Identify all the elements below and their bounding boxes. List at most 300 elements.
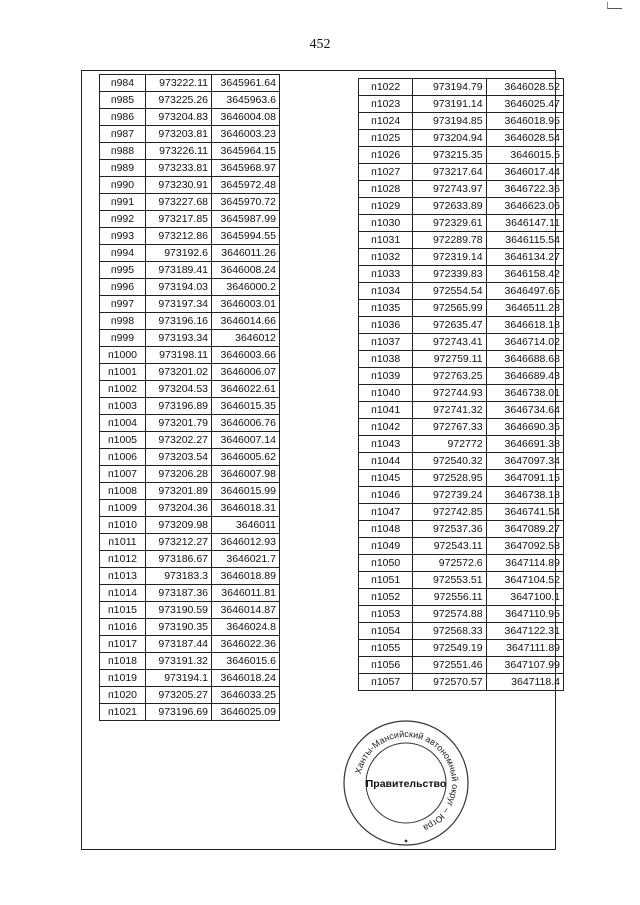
coord-x-cell: 973203.54 bbox=[146, 449, 212, 466]
table-row bbox=[359, 334, 564, 351]
coord-y-cell: 3645963.6 bbox=[212, 92, 280, 109]
coord-x-cell: 972551.46 bbox=[413, 657, 486, 674]
table-row bbox=[359, 521, 564, 538]
point-id-cell: п993 bbox=[100, 228, 146, 245]
coord-x-cell: 972528.95 bbox=[413, 470, 486, 487]
point-id-cell: п1027 bbox=[359, 164, 413, 181]
table-row bbox=[359, 79, 564, 96]
point-id-cell: п1013 bbox=[100, 568, 146, 585]
table-row bbox=[359, 538, 564, 555]
point-id-cell: п984 bbox=[100, 75, 146, 92]
point-id-cell: п991 bbox=[100, 194, 146, 211]
coord-x-cell: 973186.67 bbox=[146, 551, 212, 568]
coord-x-cell: 972339.83 bbox=[413, 266, 486, 283]
table-row bbox=[359, 487, 564, 504]
table-row bbox=[359, 266, 564, 283]
point-id-cell: п1056 bbox=[359, 657, 413, 674]
coord-x-cell: 973183.3 bbox=[146, 568, 212, 585]
point-id-cell: п1014 bbox=[100, 585, 146, 602]
coord-x-cell: 973194.85 bbox=[413, 113, 486, 130]
table-row bbox=[100, 398, 280, 415]
point-id-cell: п1037 bbox=[359, 334, 413, 351]
coord-y-cell: 3646497.65 bbox=[486, 283, 563, 300]
coord-x-cell: 972537.36 bbox=[413, 521, 486, 538]
point-id-cell: п1055 bbox=[359, 640, 413, 657]
point-id-cell: п1026 bbox=[359, 147, 413, 164]
point-id-cell: п1041 bbox=[359, 402, 413, 419]
table-row bbox=[359, 249, 564, 266]
coord-y-cell: 3646017.44 bbox=[486, 164, 563, 181]
table-row bbox=[359, 623, 564, 640]
coord-y-cell: 3647104.52 bbox=[486, 572, 563, 589]
coord-y-cell: 3646003.01 bbox=[212, 296, 280, 313]
coord-x-cell: 973187.36 bbox=[146, 585, 212, 602]
coord-x-cell: 972743.41 bbox=[413, 334, 486, 351]
coord-x-cell: 972565.99 bbox=[413, 300, 486, 317]
table-row bbox=[359, 504, 564, 521]
coord-y-cell: 3646015.6 bbox=[212, 653, 280, 670]
coord-x-cell: 973196.69 bbox=[146, 704, 212, 721]
point-id-cell: п1045 bbox=[359, 470, 413, 487]
coord-y-cell: 3646618.18 bbox=[486, 317, 563, 334]
coord-y-cell: 3646025.09 bbox=[212, 704, 280, 721]
coord-y-cell: 3646147.11 bbox=[486, 215, 563, 232]
point-id-cell: п1044 bbox=[359, 453, 413, 470]
coord-y-cell: 3646007.14 bbox=[212, 432, 280, 449]
point-id-cell: п1028 bbox=[359, 181, 413, 198]
coord-y-cell: 3646012 bbox=[212, 330, 280, 347]
table-row bbox=[100, 126, 280, 143]
coord-y-cell: 3647114.89 bbox=[486, 555, 563, 572]
coord-y-cell: 3646014.87 bbox=[212, 602, 280, 619]
table-row bbox=[100, 534, 280, 551]
coord-x-cell: 972549.19 bbox=[413, 640, 486, 657]
coord-y-cell: 3645961.64 bbox=[212, 75, 280, 92]
point-id-cell: п1032 bbox=[359, 249, 413, 266]
scan-edge-mark bbox=[607, 2, 622, 9]
coord-y-cell: 3647100.1 bbox=[486, 589, 563, 606]
table-row bbox=[100, 483, 280, 500]
coord-x-cell: 973217.64 bbox=[413, 164, 486, 181]
coord-y-cell: 3646738.18 bbox=[486, 487, 563, 504]
coord-x-cell: 972763.25 bbox=[413, 368, 486, 385]
table-row bbox=[359, 419, 564, 436]
table-row bbox=[359, 215, 564, 232]
point-id-cell: п1054 bbox=[359, 623, 413, 640]
point-id-cell: п1009 bbox=[100, 500, 146, 517]
coord-x-cell: 972574.88 bbox=[413, 606, 486, 623]
point-id-cell: п995 bbox=[100, 262, 146, 279]
coord-x-cell: 973194.79 bbox=[413, 79, 486, 96]
table-row bbox=[100, 381, 280, 398]
table-row bbox=[100, 160, 280, 177]
coord-x-cell: 973202.27 bbox=[146, 432, 212, 449]
coord-x-cell: 973222.11 bbox=[146, 75, 212, 92]
coord-x-cell: 973215.35 bbox=[413, 147, 486, 164]
coord-y-cell: 3645970.72 bbox=[212, 194, 280, 211]
coord-y-cell: 3646011 bbox=[212, 517, 280, 534]
point-id-cell: п1053 bbox=[359, 606, 413, 623]
coord-y-cell: 3645964.15 bbox=[212, 143, 280, 160]
coord-x-cell: 973193.34 bbox=[146, 330, 212, 347]
coord-x-cell: 972742.85 bbox=[413, 504, 486, 521]
coord-x-cell: 972743.97 bbox=[413, 181, 486, 198]
seal-dot bbox=[405, 840, 408, 843]
coord-y-cell: 3646022.36 bbox=[212, 636, 280, 653]
coord-y-cell: 3647091.15 bbox=[486, 470, 563, 487]
table-row bbox=[359, 164, 564, 181]
coord-x-cell: 973204.83 bbox=[146, 109, 212, 126]
table-row bbox=[100, 296, 280, 313]
point-id-cell: п1021 bbox=[100, 704, 146, 721]
coord-y-cell: 3646018.31 bbox=[212, 500, 280, 517]
coord-x-cell: 972553.51 bbox=[413, 572, 486, 589]
point-id-cell: п1039 bbox=[359, 368, 413, 385]
table-row bbox=[100, 636, 280, 653]
coord-y-cell: 3646722.36 bbox=[486, 181, 563, 198]
coord-x-cell: 972741.32 bbox=[413, 402, 486, 419]
coord-y-cell: 3646007.98 bbox=[212, 466, 280, 483]
coord-y-cell: 3645972.48 bbox=[212, 177, 280, 194]
table-row bbox=[100, 364, 280, 381]
coord-y-cell: 3646689.43 bbox=[486, 368, 563, 385]
coord-x-cell: 972319.14 bbox=[413, 249, 486, 266]
point-id-cell: п998 bbox=[100, 313, 146, 330]
table-row bbox=[359, 674, 564, 691]
point-id-cell: п1018 bbox=[100, 653, 146, 670]
coord-x-cell: 973230.91 bbox=[146, 177, 212, 194]
coord-y-cell: 3646015.99 bbox=[212, 483, 280, 500]
point-id-cell: п1025 bbox=[359, 130, 413, 147]
point-id-cell: п1033 bbox=[359, 266, 413, 283]
page-number: 452 bbox=[309, 37, 331, 52]
table-row bbox=[359, 113, 564, 130]
table-row bbox=[100, 313, 280, 330]
coord-x-cell: 973190.35 bbox=[146, 619, 212, 636]
table-row bbox=[100, 551, 280, 568]
table-row bbox=[100, 568, 280, 585]
table-row bbox=[359, 130, 564, 147]
point-id-cell: п1023 bbox=[359, 96, 413, 113]
point-id-cell: п1012 bbox=[100, 551, 146, 568]
coord-x-cell: 973205.27 bbox=[146, 687, 212, 704]
point-id-cell: п1050 bbox=[359, 555, 413, 572]
point-id-cell: п1043 bbox=[359, 436, 413, 453]
point-id-cell: п994 bbox=[100, 245, 146, 262]
table-row bbox=[359, 147, 564, 164]
coord-x-cell: 972540.32 bbox=[413, 453, 486, 470]
point-id-cell: п985 bbox=[100, 92, 146, 109]
coord-y-cell: 3646018.95 bbox=[486, 113, 563, 130]
point-id-cell: п1040 bbox=[359, 385, 413, 402]
coord-y-cell: 3646741.54 bbox=[486, 504, 563, 521]
coord-x-cell: 973204.94 bbox=[413, 130, 486, 147]
point-id-cell: п1001 bbox=[100, 364, 146, 381]
table-row bbox=[100, 517, 280, 534]
point-id-cell: п997 bbox=[100, 296, 146, 313]
table-row bbox=[100, 602, 280, 619]
table-row bbox=[359, 640, 564, 657]
coord-y-cell: 3647111.89 bbox=[486, 640, 563, 657]
coord-x-cell: 973194.1 bbox=[146, 670, 212, 687]
table-row bbox=[359, 368, 564, 385]
coord-y-cell: 3646024.8 bbox=[212, 619, 280, 636]
coord-x-cell: 973225.26 bbox=[146, 92, 212, 109]
point-id-cell: п1042 bbox=[359, 419, 413, 436]
point-id-cell: п1057 bbox=[359, 674, 413, 691]
coord-x-cell: 973203.81 bbox=[146, 126, 212, 143]
coord-x-cell: 972570.57 bbox=[413, 674, 486, 691]
coord-y-cell: 3646018.24 bbox=[212, 670, 280, 687]
point-id-cell: п996 bbox=[100, 279, 146, 296]
table-row bbox=[100, 670, 280, 687]
table-row bbox=[359, 453, 564, 470]
coord-y-cell: 3646134.27 bbox=[486, 249, 563, 266]
coord-x-cell: 973209.98 bbox=[146, 517, 212, 534]
coord-y-cell: 3646028.52 bbox=[486, 79, 563, 96]
coord-x-cell: 973187.44 bbox=[146, 636, 212, 653]
coord-x-cell: 972767.33 bbox=[413, 419, 486, 436]
table-row bbox=[100, 347, 280, 364]
table-row bbox=[100, 177, 280, 194]
table-row bbox=[359, 385, 564, 402]
point-id-cell: п1004 bbox=[100, 415, 146, 432]
table-row bbox=[100, 432, 280, 449]
point-id-cell: п1011 bbox=[100, 534, 146, 551]
coord-y-cell: 3647122.31 bbox=[486, 623, 563, 640]
coord-x-cell: 972568.33 bbox=[413, 623, 486, 640]
coord-y-cell: 3646158.42 bbox=[486, 266, 563, 283]
coord-y-cell: 3646033.25 bbox=[212, 687, 280, 704]
coord-y-cell: 3647097.34 bbox=[486, 453, 563, 470]
coord-x-cell: 972739.24 bbox=[413, 487, 486, 504]
point-id-cell: п1047 bbox=[359, 504, 413, 521]
coord-y-cell: 3646006.07 bbox=[212, 364, 280, 381]
coord-x-cell: 973197.34 bbox=[146, 296, 212, 313]
table-row bbox=[359, 572, 564, 589]
point-id-cell: п1049 bbox=[359, 538, 413, 555]
point-id-cell: п989 bbox=[100, 160, 146, 177]
table-row bbox=[359, 657, 564, 674]
coord-y-cell: 3646011.26 bbox=[212, 245, 280, 262]
point-id-cell: п1031 bbox=[359, 232, 413, 249]
coord-x-cell: 973201.89 bbox=[146, 483, 212, 500]
coord-y-cell: 3646008.24 bbox=[212, 262, 280, 279]
point-id-cell: п1008 bbox=[100, 483, 146, 500]
coord-y-cell: 3646018.89 bbox=[212, 568, 280, 585]
table-row bbox=[359, 589, 564, 606]
coord-y-cell: 3646012.93 bbox=[212, 534, 280, 551]
coord-y-cell: 3646714.02 bbox=[486, 334, 563, 351]
coord-y-cell: 3646022.61 bbox=[212, 381, 280, 398]
table-row bbox=[359, 606, 564, 623]
table-row bbox=[359, 198, 564, 215]
table-row bbox=[100, 500, 280, 517]
coord-x-cell: 973212.86 bbox=[146, 228, 212, 245]
table-row bbox=[100, 704, 280, 721]
seal-ring-text: Ханты-Мансийский автономный округ – Югра bbox=[352, 728, 461, 834]
table-row bbox=[100, 466, 280, 483]
coord-x-cell: 972543.11 bbox=[413, 538, 486, 555]
point-id-cell: п1006 bbox=[100, 449, 146, 466]
point-id-cell: п1010 bbox=[100, 517, 146, 534]
coord-y-cell: 3647107.99 bbox=[486, 657, 563, 674]
coord-y-cell: 3646021.7 bbox=[212, 551, 280, 568]
coord-y-cell: 3645968.97 bbox=[212, 160, 280, 177]
coord-x-cell: 972572.6 bbox=[413, 555, 486, 572]
point-id-cell: п1036 bbox=[359, 317, 413, 334]
table-row bbox=[359, 181, 564, 198]
coord-x-cell: 973226.11 bbox=[146, 143, 212, 160]
point-id-cell: п1019 bbox=[100, 670, 146, 687]
coord-y-cell: 3646028.54 bbox=[486, 130, 563, 147]
table-row bbox=[100, 449, 280, 466]
coord-y-cell: 3647118.4 bbox=[486, 674, 563, 691]
table-row bbox=[100, 211, 280, 228]
coord-x-cell: 972633.89 bbox=[413, 198, 486, 215]
point-id-cell: п1034 bbox=[359, 283, 413, 300]
point-id-cell: п1005 bbox=[100, 432, 146, 449]
table-row bbox=[359, 96, 564, 113]
coordinates-table-right bbox=[358, 78, 564, 691]
coord-x-cell: 972554.54 bbox=[413, 283, 486, 300]
point-id-cell: п1017 bbox=[100, 636, 146, 653]
table-row bbox=[100, 245, 280, 262]
point-id-cell: п1022 bbox=[359, 79, 413, 96]
point-id-cell: п1029 bbox=[359, 198, 413, 215]
coord-x-cell: 973233.81 bbox=[146, 160, 212, 177]
table-row bbox=[100, 75, 280, 92]
coord-x-cell: 973212.27 bbox=[146, 534, 212, 551]
coord-x-cell: 973191.14 bbox=[413, 96, 486, 113]
point-id-cell: п1015 bbox=[100, 602, 146, 619]
coord-x-cell: 972289.78 bbox=[413, 232, 486, 249]
point-id-cell: п1046 bbox=[359, 487, 413, 504]
coord-x-cell: 973191.32 bbox=[146, 653, 212, 670]
point-id-cell: п1051 bbox=[359, 572, 413, 589]
table-row bbox=[100, 279, 280, 296]
coord-y-cell: 3646115.54 bbox=[486, 232, 563, 249]
table-row bbox=[100, 143, 280, 160]
coord-x-cell: 973201.79 bbox=[146, 415, 212, 432]
point-id-cell: п990 bbox=[100, 177, 146, 194]
point-id-cell: п1052 bbox=[359, 589, 413, 606]
point-id-cell: п1002 bbox=[100, 381, 146, 398]
point-id-cell: п1030 bbox=[359, 215, 413, 232]
table-row bbox=[100, 687, 280, 704]
coord-x-cell: 973204.36 bbox=[146, 500, 212, 517]
coord-y-cell: 3646000.2 bbox=[212, 279, 280, 296]
point-id-cell: п1003 bbox=[100, 398, 146, 415]
coord-x-cell: 972635.47 bbox=[413, 317, 486, 334]
point-id-cell: п1035 bbox=[359, 300, 413, 317]
coord-y-cell: 3646738.01 bbox=[486, 385, 563, 402]
coord-y-cell: 3646015.35 bbox=[212, 398, 280, 415]
table-row bbox=[359, 283, 564, 300]
point-id-cell: п1048 bbox=[359, 521, 413, 538]
coord-x-cell: 973190.59 bbox=[146, 602, 212, 619]
point-id-cell: п1000 bbox=[100, 347, 146, 364]
coord-x-cell: 972772 bbox=[413, 436, 486, 453]
coord-y-cell: 3647092.58 bbox=[486, 538, 563, 555]
coord-y-cell: 3646004.08 bbox=[212, 109, 280, 126]
point-id-cell: п1007 bbox=[100, 466, 146, 483]
coord-y-cell: 3646003.23 bbox=[212, 126, 280, 143]
coord-x-cell: 973192.6 bbox=[146, 245, 212, 262]
coord-y-cell: 3646734.64 bbox=[486, 402, 563, 419]
coord-x-cell: 972329.61 bbox=[413, 215, 486, 232]
coord-x-cell: 972556.11 bbox=[413, 589, 486, 606]
coord-x-cell: 972759.11 bbox=[413, 351, 486, 368]
coord-y-cell: 3646623.06 bbox=[486, 198, 563, 215]
coord-y-cell: 3646006.76 bbox=[212, 415, 280, 432]
table-row bbox=[100, 415, 280, 432]
coord-y-cell: 3646005.62 bbox=[212, 449, 280, 466]
coord-y-cell: 3646025.47 bbox=[486, 96, 563, 113]
coord-y-cell: 3646691.38 bbox=[486, 436, 563, 453]
coord-x-cell: 973227.68 bbox=[146, 194, 212, 211]
official-seal-stamp bbox=[341, 718, 471, 848]
table-row bbox=[100, 109, 280, 126]
table-row bbox=[100, 619, 280, 636]
table-row bbox=[359, 300, 564, 317]
table-row bbox=[359, 232, 564, 249]
table-row bbox=[100, 653, 280, 670]
coord-x-cell: 973206.28 bbox=[146, 466, 212, 483]
point-id-cell: п992 bbox=[100, 211, 146, 228]
point-id-cell: п1038 bbox=[359, 351, 413, 368]
point-id-cell: п1020 bbox=[100, 687, 146, 704]
coord-y-cell: 3646014.66 bbox=[212, 313, 280, 330]
coord-x-cell: 973217.85 bbox=[146, 211, 212, 228]
coord-x-cell: 973201.02 bbox=[146, 364, 212, 381]
table-row bbox=[100, 330, 280, 347]
table-row bbox=[359, 317, 564, 334]
coord-y-cell: 3647089.27 bbox=[486, 521, 563, 538]
coord-y-cell: 3645994.55 bbox=[212, 228, 280, 245]
table-row bbox=[100, 92, 280, 109]
table-row bbox=[100, 262, 280, 279]
point-id-cell: п988 bbox=[100, 143, 146, 160]
coord-x-cell: 973204.53 bbox=[146, 381, 212, 398]
point-id-cell: п987 bbox=[100, 126, 146, 143]
coordinates-table-left bbox=[99, 74, 280, 721]
coord-x-cell: 973196.16 bbox=[146, 313, 212, 330]
point-id-cell: п1016 bbox=[100, 619, 146, 636]
coord-y-cell: 3646011.81 bbox=[212, 585, 280, 602]
coord-x-cell: 973189.41 bbox=[146, 262, 212, 279]
table-row bbox=[359, 555, 564, 572]
table-row bbox=[359, 470, 564, 487]
coord-y-cell: 3647110.95 bbox=[486, 606, 563, 623]
table-row bbox=[100, 228, 280, 245]
table-row bbox=[359, 402, 564, 419]
point-id-cell: п1024 bbox=[359, 113, 413, 130]
coord-y-cell: 3645987.99 bbox=[212, 211, 280, 228]
table-row bbox=[100, 585, 280, 602]
coord-x-cell: 973196.89 bbox=[146, 398, 212, 415]
point-id-cell: п999 bbox=[100, 330, 146, 347]
table-row bbox=[100, 194, 280, 211]
coord-y-cell: 3646003.66 bbox=[212, 347, 280, 364]
coord-y-cell: 3646015.5 bbox=[486, 147, 563, 164]
coord-x-cell: 972744.93 bbox=[413, 385, 486, 402]
coord-y-cell: 3646511.28 bbox=[486, 300, 563, 317]
seal-center-text: Правительство bbox=[365, 778, 447, 790]
table-row bbox=[359, 436, 564, 453]
coord-y-cell: 3646690.35 bbox=[486, 419, 563, 436]
coord-y-cell: 3646688.68 bbox=[486, 351, 563, 368]
